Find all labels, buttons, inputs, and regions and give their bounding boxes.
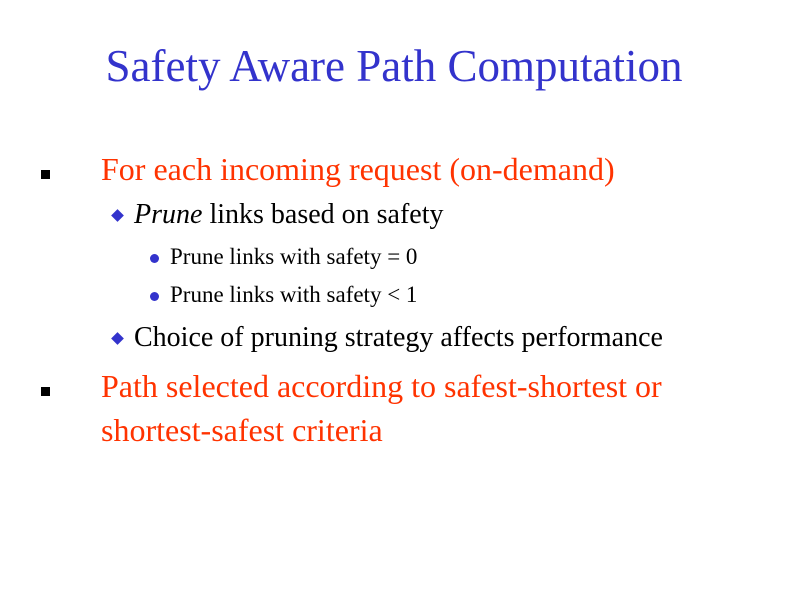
bullet-prune-safety-zero: Prune links with safety = 0 (170, 244, 418, 269)
bullet-prune-safety-less-one: Prune links with safety < 1 (170, 282, 418, 307)
bullet-prune-links (134, 197, 444, 233)
diamond-bullet-icon (111, 332, 124, 345)
diamond-bullet-icon (111, 209, 124, 222)
bullet-for-each-request: For each incoming request (on-demand) (101, 151, 615, 187)
prune-links-text: links based on safety (202, 199, 444, 230)
prune-emphasis: Prune (134, 199, 203, 230)
round-bullet-icon (150, 254, 159, 263)
slide-title: Safety Aware Path Computation (105, 41, 683, 91)
round-bullet-icon (150, 292, 159, 301)
bullet-pruning-strategy: Choice of pruning strategy affects performance (134, 322, 663, 353)
bullet-path-selected-line1: Path selected according to safest-shortest or (101, 368, 662, 404)
square-bullet-icon (41, 170, 50, 179)
square-bullet-icon (41, 387, 50, 396)
bullet-path-selected-line2: shortest-safest criteria (101, 412, 383, 448)
